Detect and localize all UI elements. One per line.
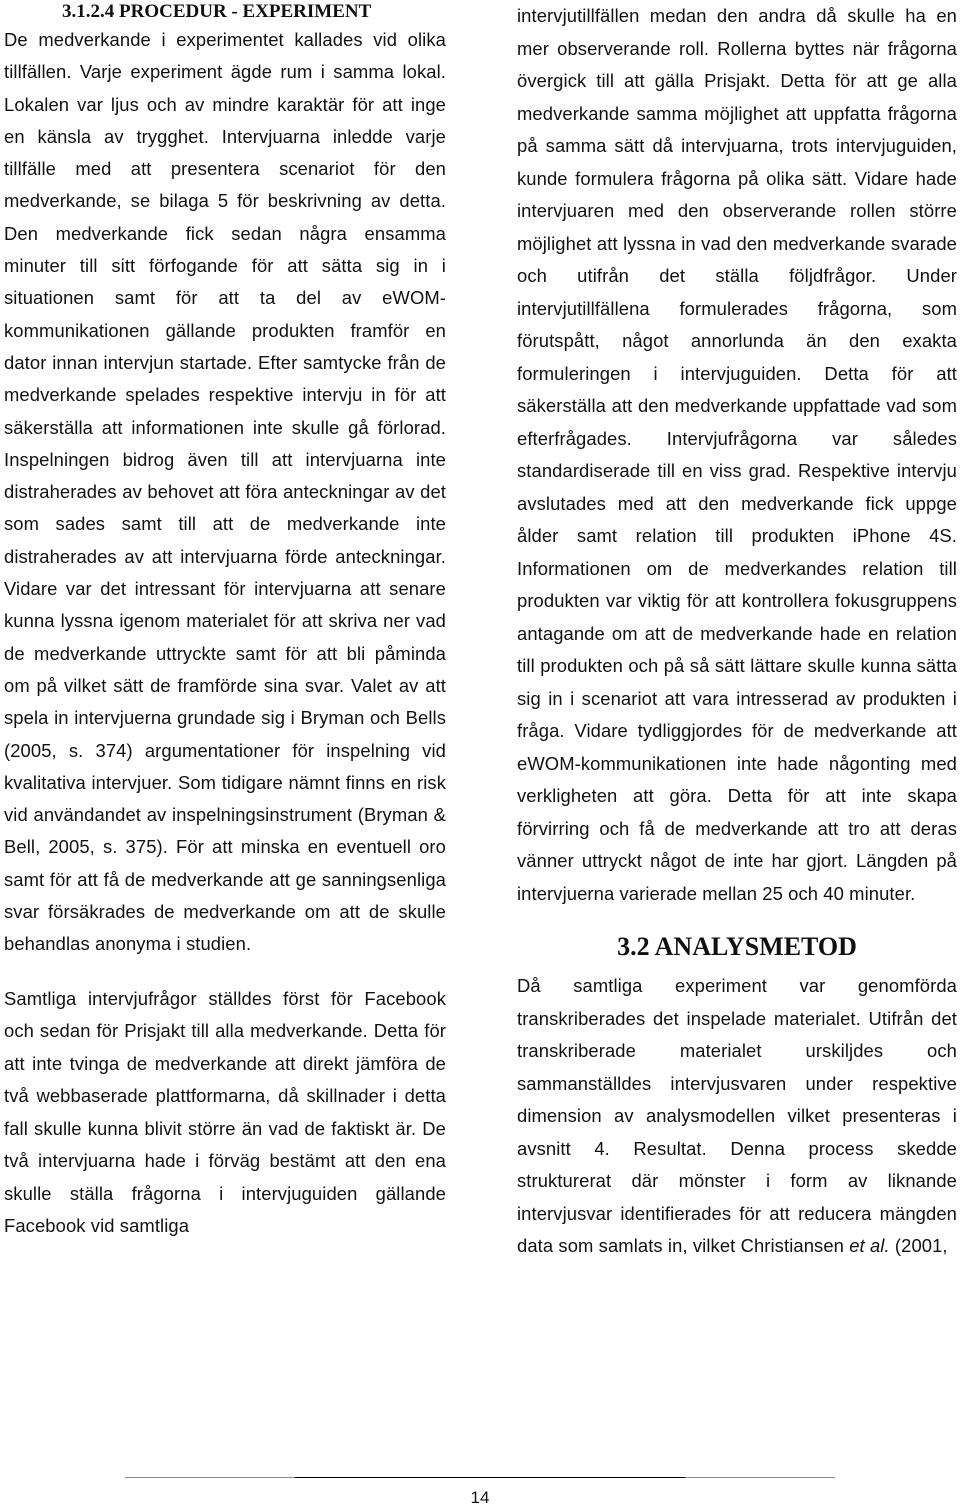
paragraph-text: (2001, (889, 1235, 948, 1256)
footer-rule-dark (295, 1477, 685, 1478)
page-number: 14 (470, 1488, 490, 1507)
paragraph: Samtliga intervjufrågor ställdes först för Facebook och sedan för Prisjakt till alla medverkande. Detta för att inte tvinga de medverkande att direkt jämföra de två webbaserade plattformarna, då skillnader i detta fall skulle kunna blivit större än vad de faktiskt är. De två intervjuarna hade i förväg bestämt att den ena skulle ställa frågorna i intervjuguiden gällande Facebook vid samtliga (4, 987, 446, 1237)
section-heading-procedur: 3.1.2.4 PROCEDUR - EXPERIMENT (62, 1, 372, 22)
section-heading-analysmetod: 3.2 ANALYSMETOD (617, 932, 857, 961)
paragraph: intervjutillfällen medan den andra då skulle ha en mer observerande roll. Rollerna byttes när frågorna övergick till att gälla Prisjakt. Detta för att ge alla medverkande samma möjlighet att uppfatta frågorna på samma sätt då intervjuarna, trots intervjuguiden, kunde formulera frågorna på olika sätt. Vidare hade intervjuaren med den observerande rollen större möjlighet att lyssna in vad den medverkande svarade och utifrån det ställa följdfrågor. Under intervjutillfällena formulerades frågorna, som förutspått, något annorlunda än den exakta formuleringen i intervjuguiden. Detta för att säkerställa att den medverkande uppfattade vad som efterfrågades. Intervjufrågorna var således standardiserade till en viss grad. Respektive intervju avslutades med att den medverkande fick uppge ålder samt relation till produkten iPhone 4S. Informationen om de medverkandes relation till produkten var viktig för att kontrollera fokusgruppens antagande om att de medverkande hade en relation till produkten och på så sätt lättare skulle kunna sätta sig in i scenariot att vara intresserad av produkten i fråga. Vidare tydliggjordes för de medverkande att eWOM-kommunikationen inte hade någonting med verkligheten att göra. Detta för att inte skapa förvirring och få de medverkande att tro att deras vänner uttryckt något de inte har gjort. Längden på intervjuerna varierade mellan 25 och 40 minuter. (517, 5, 957, 904)
right-column (517, 0, 957, 1263)
italic-citation: et al. (849, 1235, 890, 1256)
paragraph (517, 970, 957, 1263)
paragraph-text: Då samtliga experiment var genomförda transkriberades det inspelade materialet. Utifrån det transkriberade materialet urskiljdes och sammanställdes intervjusvaren under respektive dimension av analysmodellen vilket presenteras i avsnitt 4. Resultat. Denna process skedde strukturerat där mönster i form av liknande intervjusvar identifierades för att reducera mängden data som samlats in, vilket Christiansen (517, 975, 957, 1256)
paragraph-gap (4, 961, 446, 983)
paragraph: De medverkande i experimentet kallades vid olika tillfällen. Varje experiment ägde rum i samma lokal. Lokalen var ljus och av mindre karaktär för att inge en känsla av trygghet. Intervjuarna inledde varje tillfälle med att presentera scenariot för den medverkande, se bilaga 5 för beskrivning av detta. Den medverkande fick sedan några ensamma minuter till sitt förfogande för att sätta sig in i situationen samt för att ta del av eWOM-kommunikationen gällande produkten framför en dator innan intervjun startade. Efter samtycke från de medverkande spelades respektive intervju in för att säkerställa att informationen inte skulle gå förlorad. Inspelningen bidrog även till att intervjuarna inte distraherades av behovet att föra anteckningar av det som sades samt till att de medverkande inte distraherades av att intervjuarna förde anteckningar. Vidare var det intressant för intervjuarna att senare kunna lyssna igenom materialet för att skriva ner vad de medverkande uttryckte samt för att bli påminda om på vilket sätt de framförde sina svar. Valet av att spela in intervjuerna grundade sig i Bryman och Bells (2005, s. 374) argumentationer för inspelning vid kvalitativa intervjuer. Som tidigare nämnt finns en risk vid användandet av inspelningsinstrument (Bryman & Bell, 2005, s. 375). För att minska en eventuell oro samt för att få de medverkande att ge sanningsenliga svar försäkrades de medverkande om att de skulle behandlas anonyma i studien. (4, 29, 446, 955)
left-column (4, 0, 446, 1243)
